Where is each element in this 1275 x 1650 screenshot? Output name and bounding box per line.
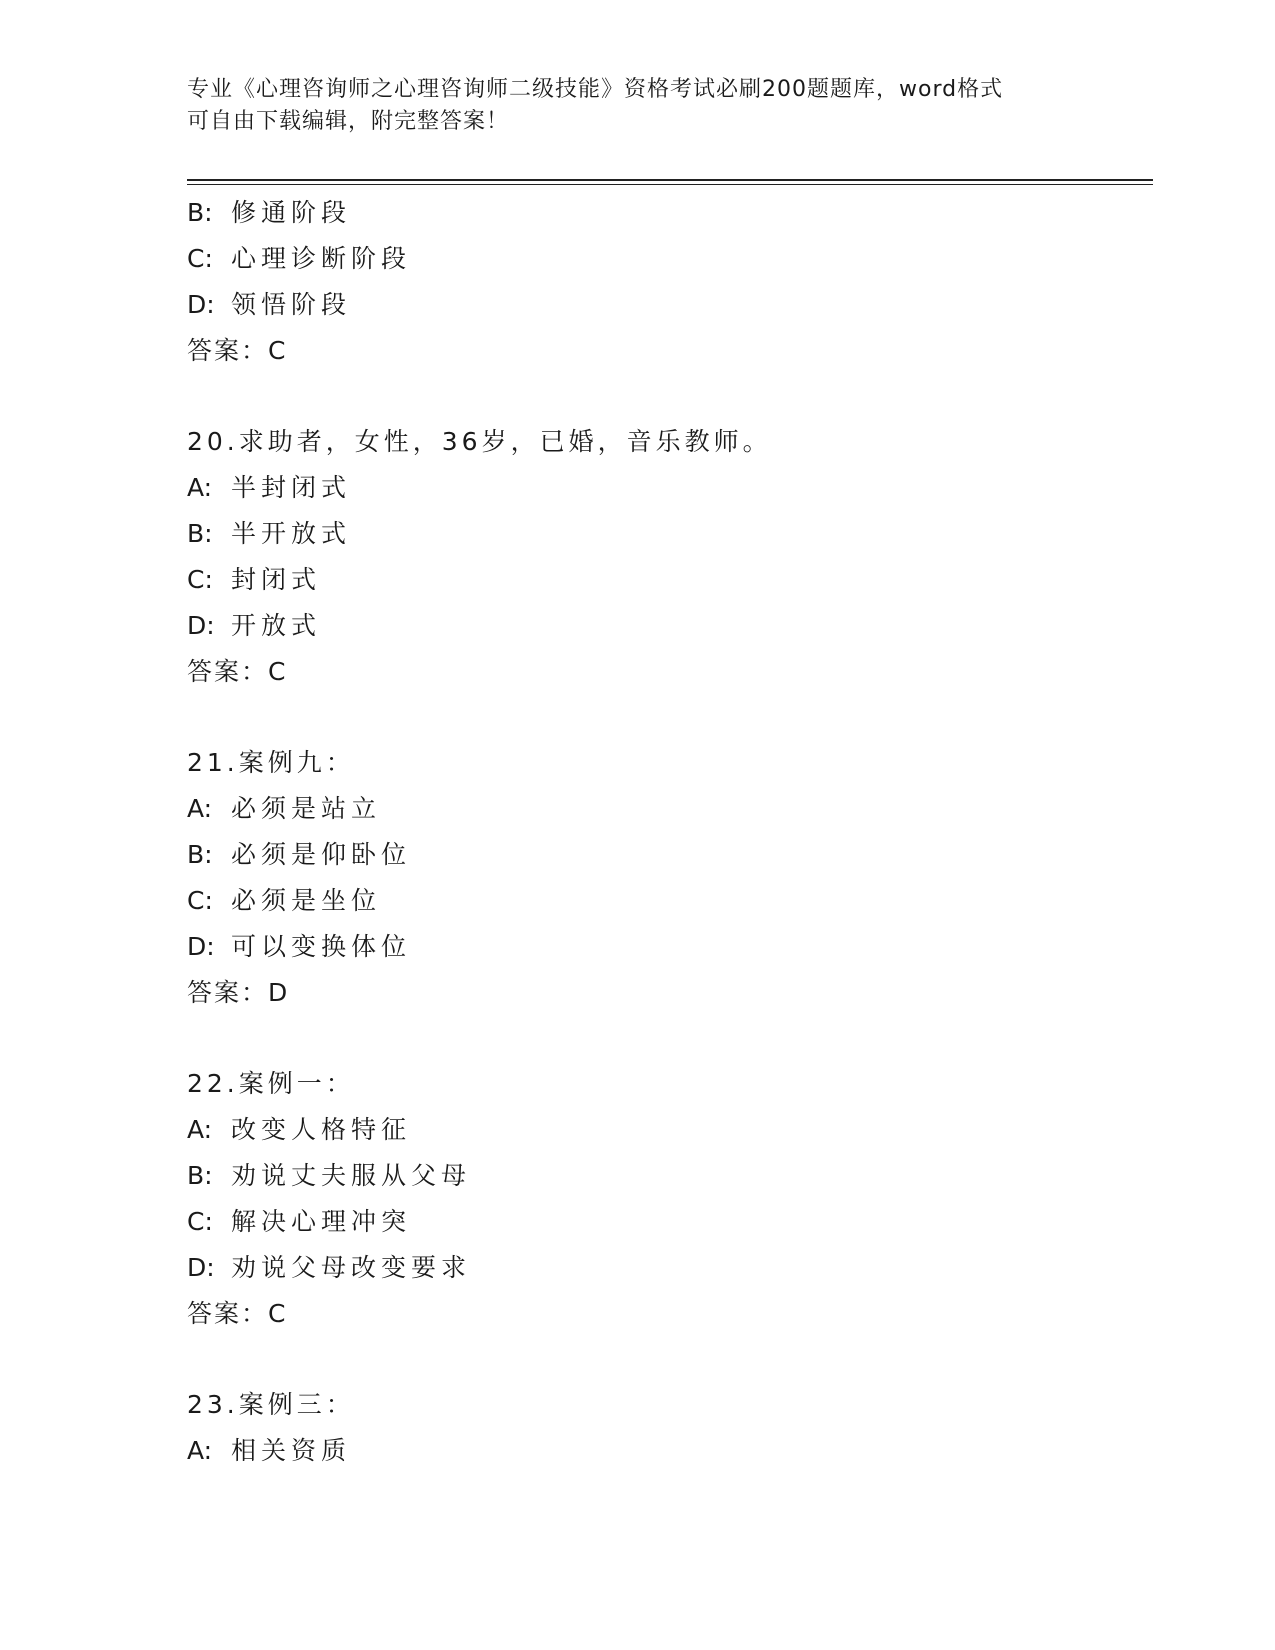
option-text: 劝说丈夫服从父母 [231, 1161, 472, 1190]
option-d [187, 924, 1147, 970]
option-c [187, 557, 1147, 603]
option-label: C: [187, 565, 213, 594]
answer: 答案：D [187, 978, 290, 1007]
option-text: 半封闭式 [231, 473, 352, 502]
option-b [187, 1153, 1147, 1199]
option-c [187, 1199, 1147, 1245]
option-label: D: [187, 611, 215, 640]
option-text: 相关资质 [231, 1436, 352, 1465]
option-text: 领悟阶段 [231, 290, 352, 319]
option-text: 必须是站立 [231, 794, 382, 823]
option-c [187, 236, 1147, 282]
option-a [187, 1107, 1147, 1153]
option-text: 修通阶段 [231, 198, 352, 227]
question-stem: 21.案例九： [187, 748, 355, 777]
answer: 答案：C [187, 657, 288, 686]
question-list [187, 190, 1147, 1474]
question-21 [187, 740, 1147, 1016]
option-label: C: [187, 886, 213, 915]
option-d [187, 1245, 1147, 1291]
header-rule-thin [187, 184, 1153, 185]
option-a [187, 786, 1147, 832]
answer: 答案：C [187, 1299, 288, 1328]
option-label: B: [187, 1161, 213, 1190]
option-label: A: [187, 1436, 213, 1465]
option-text: 封闭式 [231, 565, 322, 594]
option-label: C: [187, 244, 213, 273]
option-label: D: [187, 290, 215, 319]
option-d [187, 603, 1147, 649]
option-text: 劝说父母改变要求 [231, 1253, 472, 1282]
option-text: 必须是仰卧位 [231, 840, 412, 869]
option-text: 必须是坐位 [231, 886, 382, 915]
question-stem: 23.案例三： [187, 1390, 355, 1419]
header-line-1: 专业《心理咨询师之心理咨询师二级技能》资格考试必刷200题题库，word格式 [187, 77, 1004, 102]
option-label: B: [187, 519, 213, 548]
option-text: 半开放式 [231, 519, 352, 548]
option-label: A: [187, 1115, 213, 1144]
answer: 答案：C [187, 336, 288, 365]
option-label: B: [187, 198, 213, 227]
option-label: D: [187, 932, 215, 961]
question-20 [187, 419, 1147, 695]
option-a [187, 465, 1147, 511]
option-label: D: [187, 1253, 215, 1282]
option-label: C: [187, 1207, 213, 1236]
header-line-2: 可自由下载编辑，附完整答案！ [187, 109, 510, 134]
option-b [187, 511, 1147, 557]
question-stem: 20.求助者，女性，36岁，已婚，音乐教师。 [187, 427, 772, 456]
option-c [187, 878, 1147, 924]
question-19-continued [187, 190, 1147, 374]
option-label: A: [187, 794, 213, 823]
header-rule-thick [187, 179, 1153, 181]
option-b [187, 190, 1147, 236]
option-text: 解决心理冲突 [231, 1207, 412, 1236]
option-b [187, 832, 1147, 878]
option-d [187, 282, 1147, 328]
option-text: 开放式 [231, 611, 322, 640]
option-text: 心理诊断阶段 [231, 244, 412, 273]
document-header [187, 74, 1067, 138]
question-stem: 22.案例一： [187, 1069, 355, 1098]
option-label: B: [187, 840, 213, 869]
option-a [187, 1428, 1147, 1474]
question-23 [187, 1382, 1147, 1474]
option-text: 可以变换体位 [231, 932, 412, 961]
option-text: 改变人格特征 [231, 1115, 412, 1144]
question-22 [187, 1061, 1147, 1337]
option-label: A: [187, 473, 213, 502]
